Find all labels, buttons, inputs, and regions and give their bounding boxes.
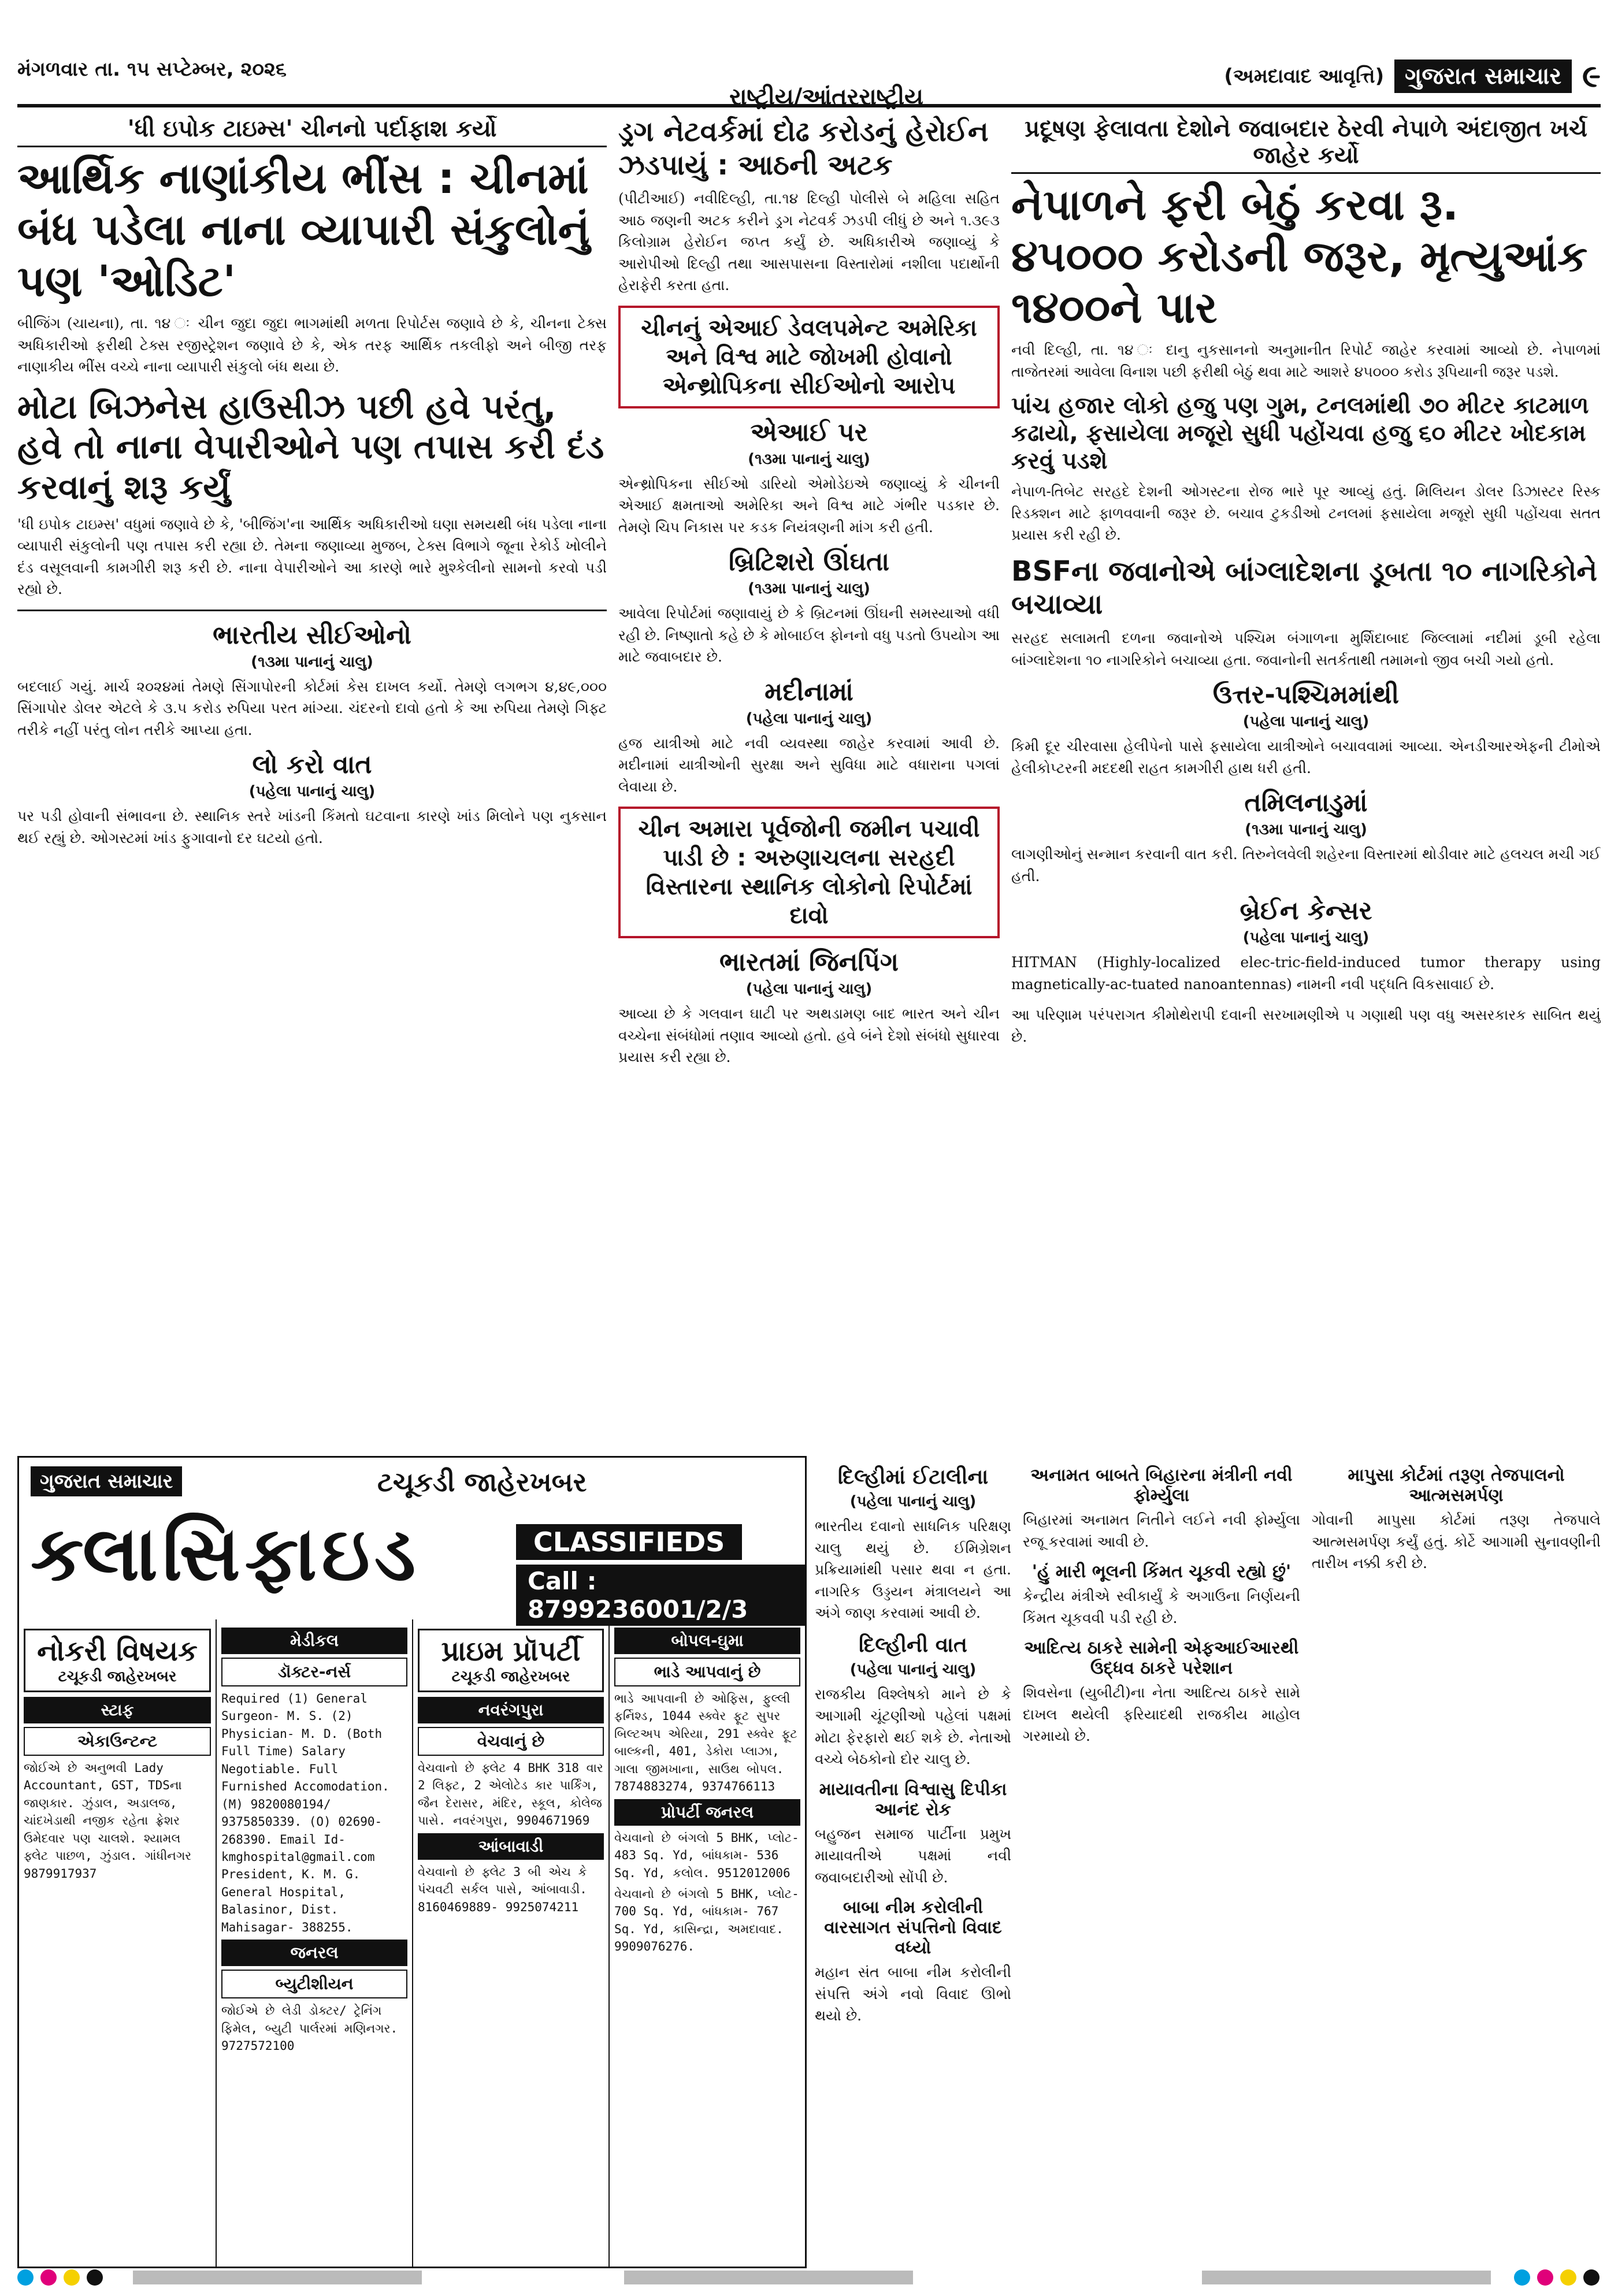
- jobs-banner: [24, 1629, 211, 1692]
- headline-bsf: BSFના જવાનોએ બાંગ્લાદેશના ડૂબતા ૧૦ નાગરિકોને બચાવ્યા: [1011, 555, 1597, 621]
- continued-label: (પહેલા પાનાનું ચાલુ): [1242, 929, 1370, 947]
- date-line: મંગળવાર તા. ૧૫ સપ્ટેમ્બર, ૨૦૨૬: [17, 58, 287, 81]
- masthead: [17, 17, 1601, 110]
- section-for-sale: વેચવાનું છે: [418, 1727, 604, 1756]
- divider: [17, 610, 607, 611]
- ad-bopal: ભાડે આપવાની છે ઓફિસ, ફુલ્લી ફર્નિશ્ડ, 1044 સ્ક્વેર ફૂટ સુપર બિલ્ટઅપ એરિયા, 291 સ્ક્વેર ફૂટ બાલ્કની, 401, ડેકોરા પ્લાઝા, ગાલા જીમખાના, સાઉથ બોપલ. 7874883274, 9374766113: [614, 1692, 797, 1794]
- intro-china: બીજિંગ (ચાયના), તા. ૧૪ ઃ ચીન જુદા જુદા ભાગમાંથી મળતા રિપોર્ટસ જણાવે છે કે, ચીનના ટેક્સ અધિકારીઓ ફરીથી ટેક્સ રજીસ્ટ્રેશન જણાવે છે કે, એક તરફ આર્થિક તકલીફો અને બીજી તરફ નાણાકીય ભીંસ વચ્ચે નાના વ્યાપારી સંકુલો બંધ થયા છે.: [17, 315, 607, 376]
- property-banner: [418, 1629, 604, 1692]
- section-medical: મેડીકલ: [221, 1628, 407, 1654]
- column-left: [17, 116, 607, 1441]
- headline-drug-network: ડ્રગ નેટવર્કમાં દોઢ કરોડનું હેરોઈન ઝડપાયું : આઠની અટક: [618, 116, 989, 181]
- magenta-dot: [40, 2269, 57, 2286]
- continued-label: (પહેલા પાનાનું ચાલુ): [849, 1660, 977, 1678]
- section-doctor-nurse: ડૉક્ટર-નર્સ: [221, 1658, 407, 1686]
- body-drug-network: (પીટીઆઈ) નવીદિલ્હી, તા.૧૪ દિલ્હી પોલીસે બે મહિલા સહિત આઠ જણની અટક કરીને ડ્રગ નેટવર્ક ઝડપી લીધું છે અને ૧.૩૯૩ કિલોગ્રામ હેરોઈન જપ્ત કર્યું છે. અધિકારીએ જણાવ્યું કે આરોપીઓ દિલ્હી તથા આસપાસના વિસ્તારોમાં નશીલા પદાર્થોની હેરાફેરી કરતા હતા.: [618, 190, 1000, 294]
- section-navrangpura: નવરંગપુરા: [418, 1697, 604, 1723]
- headline-uttar-paschim: ઉત્તર-પશ્ચિમમાંથી: [1212, 680, 1400, 710]
- property-banner-title: પ્રાઇમ પ્રૉપર્ટી: [441, 1635, 581, 1667]
- body-madina: હજ યાત્રીઓ માટે નવી વ્યવસ્થા જાહેર કરવામાં આવી છે. મદીનામાં યાત્રીઓની સુરક્ષા અને સુવિધા માટે વધારાના પગલાં લેવાયા છે.: [618, 734, 1000, 795]
- continued-label: (૧૩મા પાનાનું ચાલુ): [748, 450, 870, 468]
- body-ai-par: એન્થ્રોપિકના સીઈઓ ડારિયો એમોડેઇએ જણાવ્યું કે ચીનની એઆઈ ક્ષમતાઓ અમેરિકા અને વિશ્વ માટે ગંભીર પડકાર છે. તેમણે ચિપ નિકાસ પર કડક નિયંત્રણની માંગ કરી હતી.: [618, 475, 1000, 536]
- headline-delhi-italy: દિલ્હીમાં ઈટાલીના: [837, 1465, 989, 1489]
- body-jinping: આવ્યા છે કે ગલવાન ઘાટી પર અથડામણ બાદ ભારત અને ચીન વચ્ચેના સંબંધોમાં તણાવ આવ્યો હતો. હવે બંને દેશો સંબંધો સુધારવા પ્રયાસ કરી રહ્યા છે.: [618, 1005, 1000, 1066]
- headline-nepal: નેપાળને ફરી બેઠું કરવા રૂ. ૪૫૦૦૦ કરોડની જરૂર, મૃત્યુઆંક ૧૪૦૦ને પાર: [1011, 180, 1588, 333]
- boxed-headline-arunachal: ચીન અમારા પૂર્વજોની જમીન પચાવી પાડી છે : અરુણાચલના સરહદી વિસ્તારના સ્થાનિક લોકોનો રિપોર્ટમાં દાવો: [618, 807, 1000, 938]
- headline-madina: મદીનામાં: [765, 677, 853, 707]
- classifieds-col-bopal: [608, 1619, 805, 2267]
- black-dot: [87, 2269, 103, 2286]
- ad-bungalow-1: વેચવાનો છે બંગલો 5 BHK, પ્લોટ- 483 Sq. Yd, બાંધકામ- 536 Sq. Yd, કલોલ. 9512012006: [614, 1830, 799, 1880]
- headline-brain-cancer: બ્રેઈન કેન્સર: [1240, 896, 1372, 926]
- ad-beauty: જોઈએ છે લેડી ડોક્ટર/ ટ્રેનિંગ ફિમેલ, બ્યુટી પાર્લરમાં મણિનગર. 9727572100: [221, 2004, 398, 2053]
- headline-delhi-vaat: દિલ્હીની વાત: [859, 1633, 967, 1657]
- body-anamat: બિહારમાં અનામત નિતીને લઈને નવી ફોર્મ્યુલા રજૂ કરવામાં આવી છે.: [1023, 1511, 1300, 1550]
- jobs-banner-sub: ટચૂકડી જાહેરખબર: [58, 1668, 177, 1685]
- classifieds-col-jobs: [19, 1619, 216, 2267]
- classifieds-brand: ગુજરાત સમાચાર: [31, 1466, 182, 1496]
- headline-ai-par: એઆઈ પર: [750, 417, 868, 447]
- continued-label: (પહેલા પાનાનું ચાલુ): [849, 1493, 977, 1510]
- headline-british-sleep: બ્રિટિશરો ઊંઘતા: [729, 547, 889, 577]
- classifieds-tag: ટચૂકડી જાહેરખબર: [377, 1466, 587, 1498]
- yellow-dot: [64, 2269, 80, 2286]
- classifieds-title: ક્લાસિફાઇડ: [31, 1510, 421, 1597]
- section-for-rent: ભાડે આપવાનું છે: [614, 1658, 800, 1686]
- gray-bar: [133, 2271, 422, 2284]
- continued-label: (પહેલા પાનાનું ચાલુ): [1242, 713, 1370, 731]
- ad-accountant: જોઈએ છે અનુભવી Lady Accountant, GST, TDSના જાણકાર. ઝુંડાલ, અડાલજ, ચાંદખેડાથી નજીક રહેતા ફ્રેશર ઉમેદવાર પણ ચાલશે. શ્યામલ ફ્લેટ પાછળ, ઝુંડાલ. ગાંધીનગર 9879917937: [24, 1761, 192, 1881]
- ad-hospital: Required (1) General Surgeon- M. S. (2) Physician- M. D. (Both Full Time) Salary Negotiable. Full Furnished Accomodation. (M) 9820080194/ 9375850339. (O) 02690- 268390. Email Id- kmghospital@gmail.com President, K. M. G. General Hospital, Balasinor, Dist. Mahisagar- 388255.: [221, 1692, 389, 1934]
- body-aditya: શિવસેના (યુબીટી)ના નેતા આદિત્ય ઠાકરે સામે દાખલ થયેલી ફરિયાદથી રાજકીય માહોલ ગરમાયો છે.: [1023, 1684, 1300, 1744]
- section-beautician: બ્યુટીશીયન: [221, 1970, 407, 1998]
- classifieds-label: CLASSIFIEDS: [516, 1524, 742, 1560]
- body-indian-ceo: બદલાઈ ગયું. માર્ચ ૨૦૨૪માં તેમણે સિંગાપોરની કોર્ટમાં કેસ દાખલ કર્યો. તેમણે લગભગ ૪,૪૯,૦૦૦ સિંગાપોર ડોલર એટલે કે ૩.૫ કરોડ રુપિયા પરત માંગ્યા. ચંદરનો દાવો હતો કે આ રુપિયા તેમણે ગિફ્ટ તરીકે નહીં પરંતુ લોન તરીકે આપ્યા હતા.: [17, 678, 607, 738]
- continued-label: (પહેલા પાનાનું ચાલુ): [745, 980, 873, 998]
- classifieds-col-property: [412, 1619, 608, 2267]
- ad-ambawadi: વેચવાનો છે ફ્લેટ 3 બી એચ કે પંચવટી સર્કલ પાસે, આંબાવાડી. 8160469889- 9925074211: [418, 1864, 587, 1914]
- body-nepal: નેપાળ-તિબેટ સરહદે દેશની ઓગસ્ટના રોજ ભારે પૂર આવ્યું હતું. મિલિયન ડોલર ડિઝાસ્ટર રિસ્ક રિડક્શન માટે ફાળવવાની જરૂર છે. બચાવ ટુકડીઓ ટનલમાં ફસાયેલા મજૂરો સુધી પહોંચવા સતત પ્રયાસ કરી રહી છે.: [1011, 483, 1601, 544]
- body-brain-cancer-result: આ પરિણામ પરંપરાગત કીમોથેરાપી દવાની સરખામણીએ ૫ ગણાથી પણ વધુ અસરકારક સાબિત થયું છે.: [1011, 1006, 1601, 1045]
- lower-col-a: [815, 1456, 1011, 2253]
- section-accountant: એકાઉન્ટન્ટ: [24, 1727, 211, 1756]
- continued-label: (૧૩મા પાનાનું ચાલુ): [251, 653, 373, 671]
- subheadline-china: મોટા બિઝનેસ હાઉસીઝ પછી હવે પરંતુ, હવે તો નાના વેપારીઓને પણ તપાસ કરી દંડ કરવાનું શરૂ કર્યું: [17, 387, 604, 507]
- section-general: જનરલ: [221, 1940, 407, 1966]
- classifieds-phone: Call : 8799236001/2/3: [516, 1565, 805, 1626]
- print-registration-marks: [17, 2265, 1601, 2288]
- yellow-dot: [1560, 2269, 1576, 2286]
- jobs-banner-title: નોકરી વિષયક: [37, 1635, 198, 1667]
- black-dot: [1583, 2269, 1600, 2286]
- classifieds-col-medical: [216, 1619, 412, 2267]
- body-mapusa: ગોવાની માપુસા કોર્ટમાં તરૂણ તેજપાલે આત્મસમર્પણ કર્યું હતું. કોર્ટે આગામી સુનાવણીની તારીખ નક્કી કરી છે.: [1312, 1511, 1601, 1571]
- headline-tamilnadu: તમિલનાડુમાં: [1244, 788, 1368, 818]
- intro-nepal: નવી દિલ્હી, તા. ૧૪ ઃ દાનુ નુકસાનનો અનુમાનીત રિપોર્ટ જાહેર કરવામાં આવ્યો છે. નેપાળમાં તાજેતરમાં આવેલા વિનાશ પછી ફરીથી બેઠું થવા માટે આશરે ૪૫૦૦૦ કરોડ રૂપિયાની જરૂર પડશે.: [1011, 341, 1601, 380]
- section-ambawadi: આંબાવાડી: [418, 1833, 604, 1860]
- magenta-dot: [1537, 2269, 1553, 2286]
- body-bhool: કેન્દ્રીય મંત્રીએ સ્વીકાર્યું કે અગાઉના નિર્ણયની કિંમત ચૂકવવી પડી રહી છે.: [1023, 1588, 1300, 1626]
- classifieds-grid: [19, 1619, 805, 2267]
- headline-neem-karoli: બાબા નીમ કરોલીની વારસાગત સંપત્તિનો વિવાદ વધ્યો: [824, 1897, 1002, 1958]
- gray-bar: [624, 2271, 913, 2284]
- body-bsf: સરહદ સલામતી દળના જવાનોએ પશ્ચિમ બંગાળના મુર્શિદાબાદ જિલ્લામાં નદીમાં ડૂબી રહેલા બાંગ્લાદેશના ૧૦ નાગરિકોને બચાવ્યા હતા. જવાનોની સતર્કતાથી તમામનો જીવ બચી ગયો હતો.: [1011, 630, 1601, 668]
- kicker-nepal: પ્રદૂષણ ફેલાવતા દેશોને જવાબદાર ઠેરવી નેપાળે અંદાજીત ખર્ચ જાહેર કર્યો: [1011, 116, 1601, 174]
- body-delhi-italy: ભારતીય દવાનો સાધનિક પરિક્ષણ ચાલુ થયું છે. ઈમિગ્રેશન પ્રક્રિયામાંથી પસાર થવા ન હતા. નાગરિક ઉડ્ડયન મંત્રાલયને આ અંગે જાણ કરવામાં આવી છે.: [815, 1518, 1011, 1621]
- headline-china-audit: આર્થિક નાણાંકીય ભીંસ : ચીનમાં બંધ પડેલા નાના વ્યાપારી સંકુલોનું પણ 'ઓડિટ': [17, 154, 590, 306]
- boxed-headline-ai: ચીનનું એઆઈ ડેવલપમેન્ટ અમેરિકા અને વિશ્વ માટે જોખમી હોવાનો એન્થ્રોપિકના સીઈઓનો આરોપ: [618, 306, 1000, 408]
- headline-mapusa: માપુસા કોર્ટમાં તરૂણ તેજપાલનો આત્મસમર્પણ: [1348, 1465, 1565, 1506]
- cyan-dot: [1514, 2269, 1530, 2286]
- classifieds-block: [17, 1456, 807, 2268]
- subheadline-nepal: પાંચ હજાર લોકો હજુ પણ ગુમ, ટનલમાંથી ૭૦ મીટર કાટમાળ કઢાયો, ફસાયેલા મજૂરો સુધી પહોંચવા હજુ ૬૦ મીટર ખોદકામ કરવું પડશે: [1011, 392, 1589, 475]
- cyan-dot: [17, 2269, 34, 2286]
- body-uttar-paschim: કિમી દૂર ચીરવાસા હેલીપેનો પાસે ફસાયેલા યાત્રીઓને બચાવવામાં આવ્યા. એનડીઆરએફની ટીમોએ હેલીકોપ્ટરની મદદથી રાહત કામગીરી હાથ ધરી હતી.: [1011, 738, 1601, 777]
- column-right: [1011, 116, 1601, 1441]
- ad-navrangpura: વેચવાનો છે ફ્લેટ 4 BHK 318 વાર 2 લિફ્ટ, 2 એલોટેડ કાર પાર્કિંગ, જૈન દેરાસર, મંદિર, સ્કૂલ, કોલેજ પાસે. નવરંગપુરા, 9904671969: [418, 1761, 603, 1828]
- section-title: રાષ્ટ્રીય/આંતરરાષ્ટ્રીય: [729, 84, 923, 110]
- headline-indian-ceo: ભારતીય સીઈઓનો: [213, 620, 411, 650]
- section-property-general: પ્રોપર્ટી જનરલ: [614, 1799, 800, 1826]
- lower-col-b: [1023, 1456, 1300, 2253]
- body-mayavati: બહુજન સમાજ પાર્ટીના પ્રમુખ માયાવતીએ પક્ષમાં નવી જવાબદારીઓ સોંપી છે.: [815, 1825, 1011, 1886]
- headline-bhool: 'હું મારી ભૂલની કિંમત ચૂકવી રહ્યો છું': [1031, 1562, 1292, 1582]
- body-neem-karoli: મહાન સંત બાબા નીમ કરોલીની સંપત્તિ અંગે નવો વિવાદ ઊભો થયો છે.: [815, 1964, 1011, 2024]
- headline-lo-karo-vaat: લો કરો વાત: [252, 750, 372, 780]
- body-tamilnadu: લાગણીઓનું સન્માન કરવાની વાત કરી. તિરુનેલવેલી શહેરના વિસ્તારમાં થોડીવાર માટે હલચલ મચી ગઈ હતી.: [1011, 846, 1601, 885]
- headline-aditya: આદિત્ય ઠાકરે સામેની એફઆઈઆરથી ઉદ્ધવ ઠાકરે પરેશાન: [1024, 1638, 1299, 1678]
- section-staff: સ્ટાફ: [24, 1697, 211, 1723]
- headline-mayavati: માયાવતીના વિશ્વાસુ દિપીકા આનંદ રોક: [819, 1779, 1007, 1820]
- section-bopal: બોપલ-ઘુમા: [614, 1628, 800, 1654]
- brand-logo: ગુજરાત સમાચાર: [1394, 60, 1572, 93]
- body-lo-karo-vaat: પર પડી હોવાની સંભાવના છે. સ્થાનિક સ્તરે ખાંડની કિંમતો ઘટવાના કારણે ખાંડ મિલોને પણ નુકસાન થઈ રહ્યું છે. ઓગસ્ટમાં ખાંડ ફુગાવાનો દર ઘટયો હતો.: [17, 808, 607, 846]
- property-banner-sub: ટચૂકડી જાહેરખબર: [451, 1668, 570, 1685]
- body-china: 'ધી ઇપોક ટાઇમ્સ' વધુમાં જણાવે છે કે, 'બીજિંગ'ના આર્થિક અધિકારીઓ ઘણા સમયથી બંધ પડેલા નાના વ્યાપારી સંકુલોની પણ તપાસ કરી રહ્યા છે. તેમના જણાવ્યા મુજબ, ટેક્સ વિભાગે જૂના રેકોર્ડ ખોલીને દંડ વસૂલવાની કામગીરી શરૂ કરી છે. નાના વેપારીઓને આ કારણે ભારે મુશ્કેલીનો સામનો કરવો પડી રહ્યો છે.: [17, 515, 607, 598]
- continued-label: (૧૩મા પાનાનું ચાલુ): [1245, 821, 1367, 839]
- continued-label: (૧૩મા પાનાનું ચાલુ): [748, 580, 870, 598]
- gray-bar: [1202, 2271, 1491, 2284]
- body-british-sleep: આવેલા રિપોર્ટમાં જણાવાયું છે કે બ્રિટનમાં ઊંઘની સમસ્યાઓ વધી રહી છે. નિષ્ણાતો કહે છે કે મોબાઈલ ફોનનો વધુ પડતો ઉપયોગ આ માટે જવાબદાર છે.: [618, 605, 1000, 666]
- classifieds-header: [19, 1458, 805, 1623]
- headline-jinping: ભારતમાં જિનપિંગ: [719, 948, 899, 978]
- ad-bungalow-2: વેચવાનો છે બંગલો 5 BHK, પ્લોટ- 700 Sq. Yd, બાંધકામ- 767 Sq. Yd, કાસિન્દ્રા, અમદાવાદ. 9909076276.: [614, 1886, 799, 1954]
- masthead-right: [1224, 58, 1601, 95]
- edition-label: (અમદાવાદ આવૃત્તિ): [1224, 65, 1385, 88]
- continued-label: (પહેલા પાનાનું ચાલુ): [745, 709, 873, 727]
- column-middle: [618, 116, 1000, 1441]
- kicker-epoch-times: 'ધી ઇપોક ટાઇમ્સ' ચીનનો પર્દાફાશ કર્યો: [17, 116, 607, 147]
- body-delhi-vaat: રાજકીય વિશ્લેષકો માને છે કે આગામી ચૂંટણીઓ પહેલાં પક્ષમાં મોટા ફેરફારો થઈ શકે છે. નેતાઓ વચ્ચે બેઠકોનો દોર ચાલુ છે.: [815, 1685, 1011, 1767]
- body-brain-cancer: HITMAN (Highly-localized elec-tric-field-induced tumor therapy using magnetically-ac-tuated nanoantennas) નામની નવી પદ્ધતિ વિકસાવાઈ છે.: [1011, 954, 1601, 993]
- continued-label: (પહેલા પાનાનું ચાલુ): [248, 783, 376, 801]
- lower-col-c: [1312, 1456, 1601, 2253]
- page-number: ૯: [1582, 58, 1601, 94]
- headline-anamat: અનામત બાબતે બિહારના મંત્રીની નવી ફોર્મ્યુલા: [1030, 1465, 1293, 1506]
